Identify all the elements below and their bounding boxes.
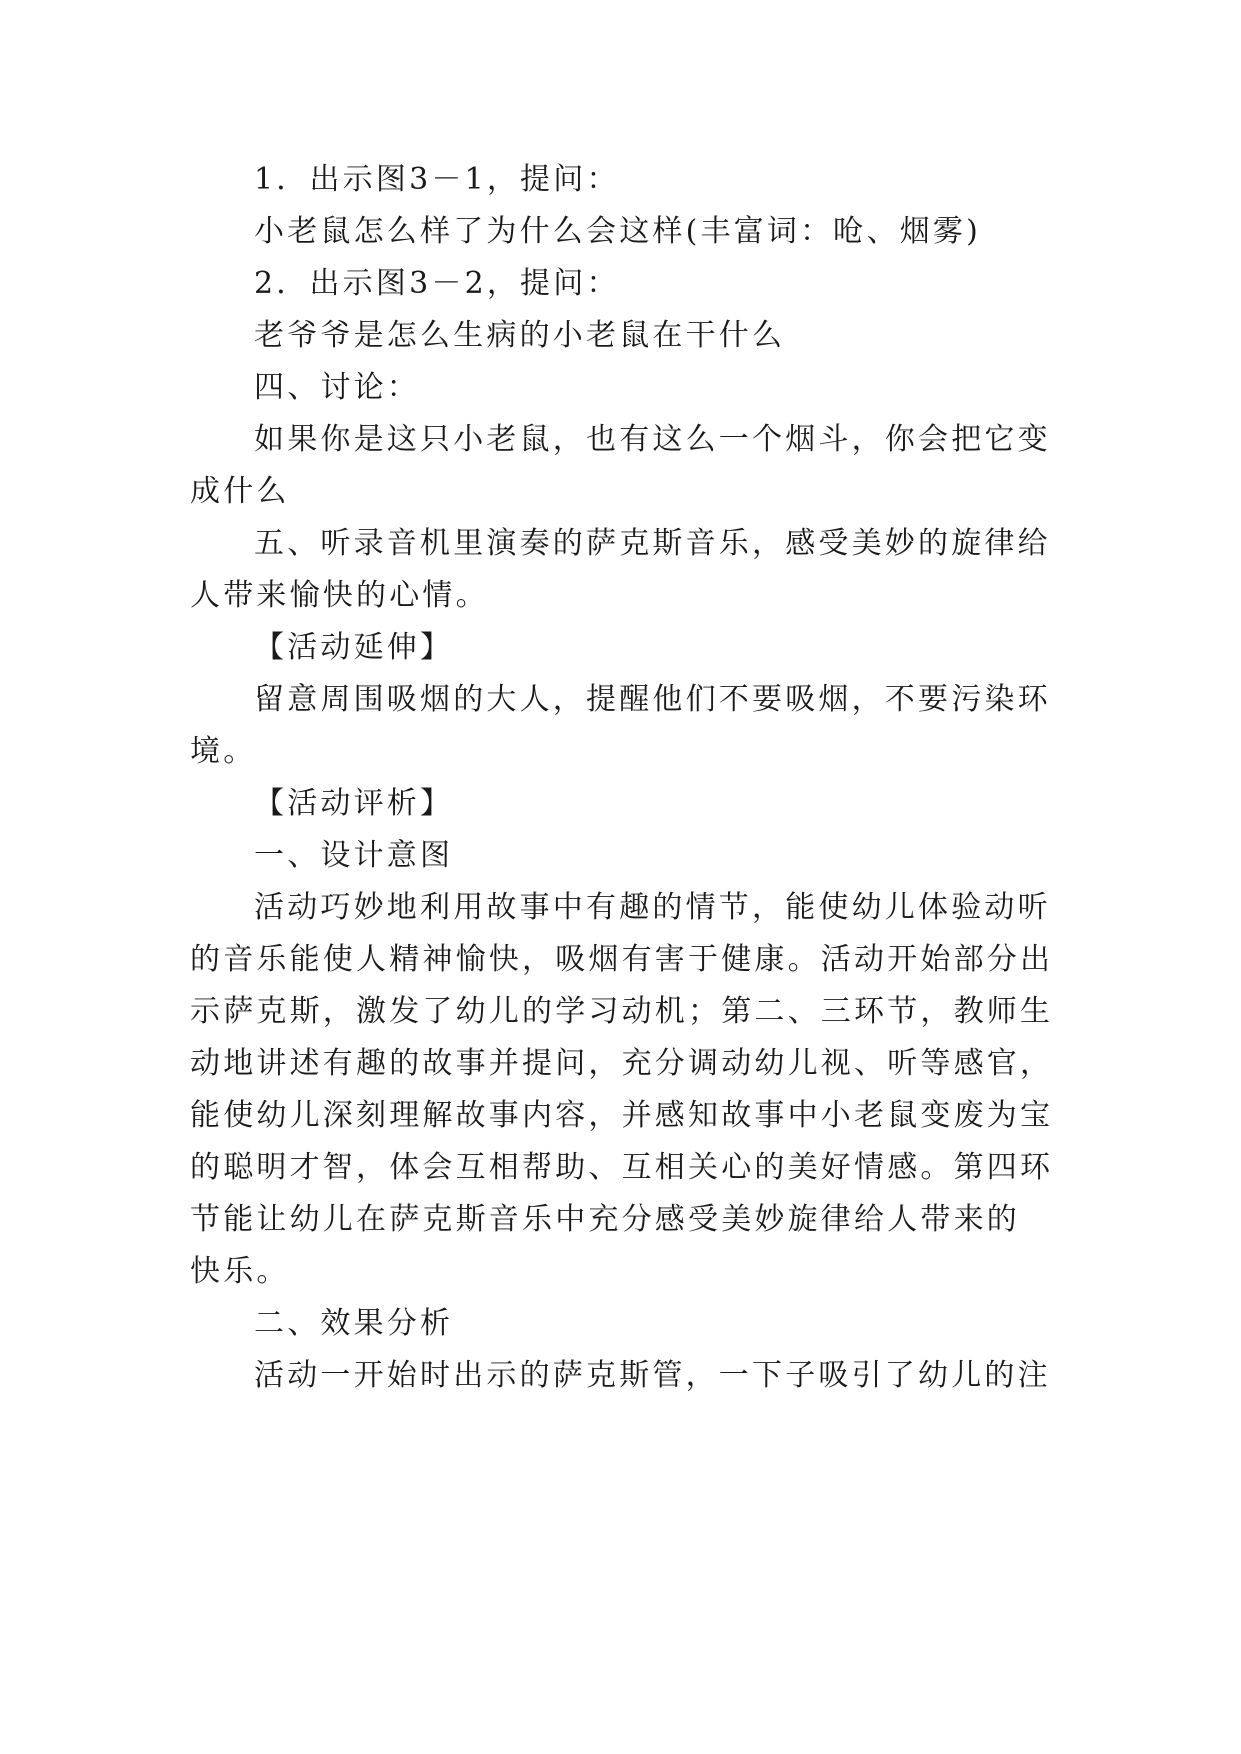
design-paragraph-line-8: 快乐。	[190, 1254, 290, 1289]
design-paragraph-line-1: 活动巧妙地利用故事中有趣的情节，能使幼儿体验动听	[254, 890, 1051, 925]
design-paragraph-line-2: 的音乐能使人精神愉快，吸烟有害于健康。活动开始部分出	[190, 942, 1054, 977]
extension-paragraph-line-2: 境。	[190, 734, 257, 769]
design-paragraph-line-6: 的聪明才智，体会互相帮助、互相关心的美好情感。第四环	[190, 1150, 1054, 1185]
discussion-paragraph-line-1: 如果你是这只小老鼠，也有这么一个烟斗，你会把它变	[254, 422, 1051, 457]
effect-paragraph-line-1: 活动一开始时出示的萨克斯管，一下子吸引了幼儿的注	[254, 1358, 1051, 1393]
design-paragraph-line-4: 动地讲述有趣的故事并提问，充分调动幼儿视、听等感官，	[190, 1046, 1054, 1081]
section-5-line-2: 人带来愉快的心情。	[190, 578, 489, 613]
extension-paragraph-line-1: 留意周围吸烟的大人，提醒他们不要吸烟，不要污染环	[254, 682, 1051, 717]
step-2-heading: 2．出示图3－2，提问：	[254, 266, 620, 301]
design-intent-heading: 一、设计意图	[254, 838, 454, 873]
activity-analysis-heading: 【活动评析】	[254, 786, 454, 821]
section-5-line-1: 五、听录音机里演奏的萨克斯音乐，感受美妙的旋律给	[254, 526, 1051, 561]
design-paragraph-line-5: 能使幼儿深刻理解故事内容，并感知故事中小老鼠变废为宝	[190, 1098, 1054, 1133]
discussion-paragraph-line-2: 成什么	[190, 474, 290, 509]
step-2-question: 老爷爷是怎么生病的小老鼠在干什么	[254, 318, 786, 353]
step-1-question: 小老鼠怎么样了为什么会这样(丰富词：呛、烟雾)	[254, 214, 982, 249]
design-paragraph-line-3: 示萨克斯，激发了幼儿的学习动机；第二、三环节，教师生	[190, 994, 1054, 1029]
effect-analysis-heading: 二、效果分析	[254, 1306, 454, 1341]
activity-extension-heading: 【活动延伸】	[254, 630, 454, 665]
section-4-heading: 四、讨论：	[254, 370, 420, 405]
design-paragraph-line-7: 节能让幼儿在萨克斯音乐中充分感受美妙旋律给人带来的	[190, 1202, 1020, 1237]
step-1-heading: 1．出示图3－1，提问：	[254, 162, 620, 197]
